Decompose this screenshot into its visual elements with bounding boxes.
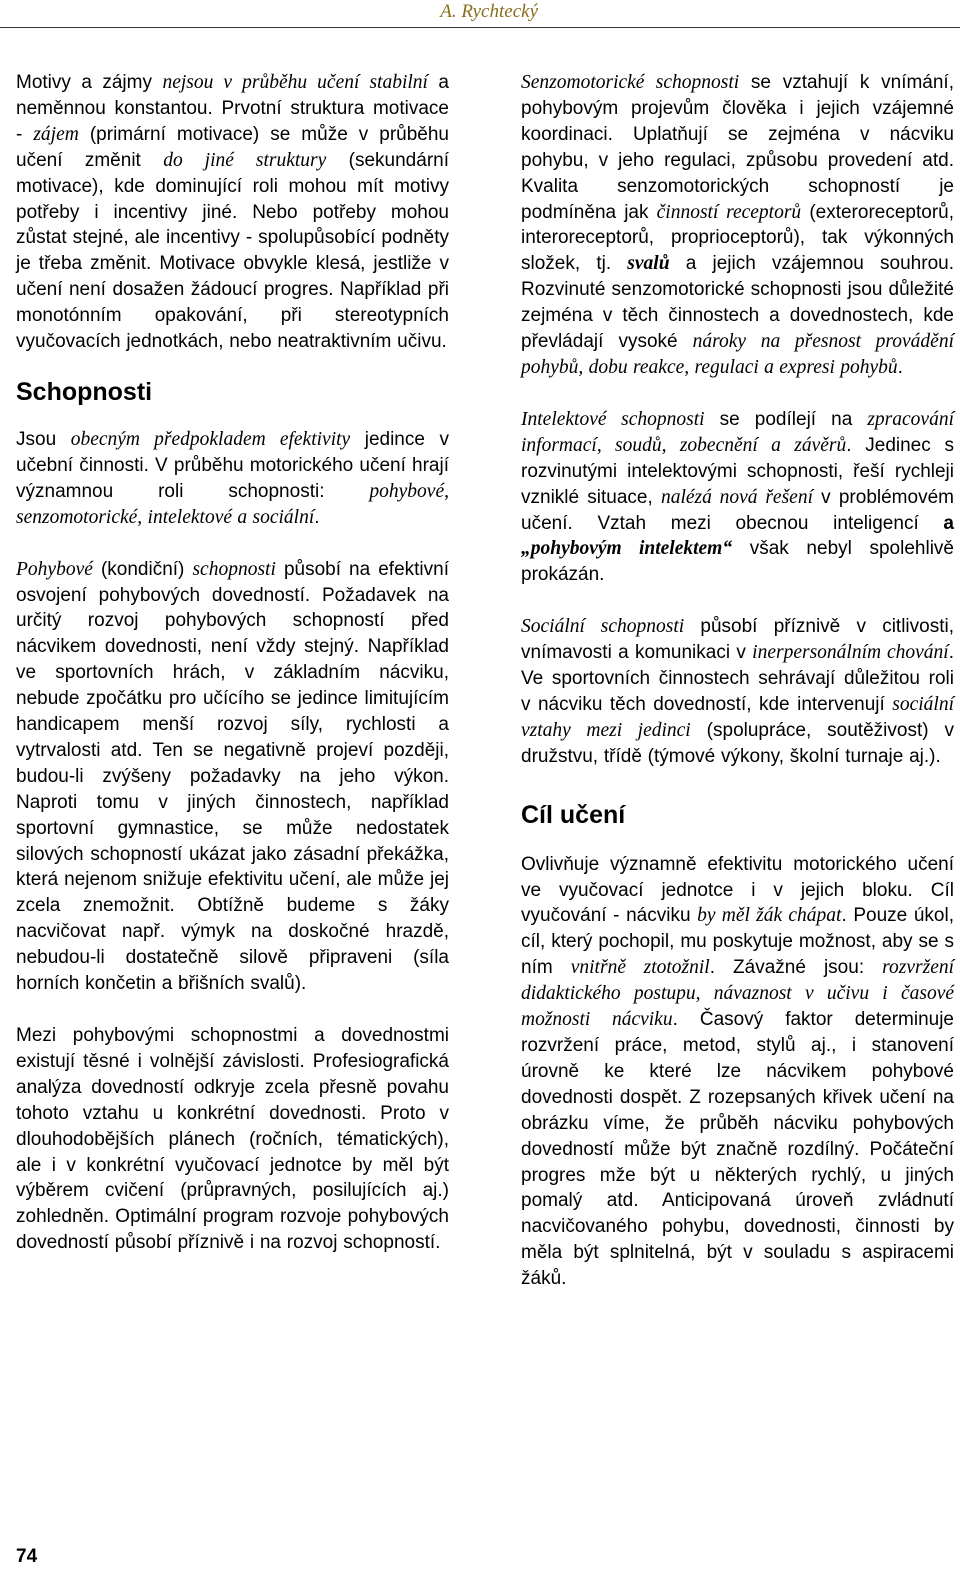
paragraph-learning-goal: Ovlivňuje významně efektivitu motorického učení ve vyučovací jednotce i v jejich bloku. Cíl vyučování - nácviku by měl žák chápat. Pouze úkol, cíl, který pochopil, mu poskytuje možnost, aby se s ním vnitřně ztotožnil. Závažné jsou: rozvržení didaktického postupu, návaznost v učivu i časové možnosti nácviku. Časový faktor determinuje rozvržení práce, metod, stylů aj., i stanovení úrovně ke které lze nácvikem pohybové dovednosti dospět. Z rozepsaných křivek učení na obrázku víme, že průběh nácviku pohybových dovedností může být značně rozdílný. Počáteční progres mže být u některých rychlý, u jiných pomalý atd. Anticipovaná úroveň zvládnutí nacvičovaného pohybu, dovednosti, činnosti by měla být splnitelná, být v souladu s aspiracemi žáků. <box>521 853 955 1290</box>
paragraph-abilities-intro: Jsou obecným předpokladem efektivity jedince v učební činnosti. V průběhu motorického učení hrají významnou roli schopnosti: pohybové, senzomotorické, intelektové a sociální. <box>16 428 449 528</box>
running-header-author: A. Rychtecký <box>440 1 538 22</box>
left-column <box>16 70 449 1256</box>
paragraph-movement-abilities: Pohybové (kondiční) schopnosti působí na efektivní osvojení pohybových dovedností. Požadavek na určitý rozvoj pohybových schopností před nácvikem dovednosti, není vždy stejný. Například ve sportovních hrách, v základním nácviku, nebude zpočátku pro učícího se jedince limitujícím handicapem menší rozvoj síly, rychlosti a vytrvalosti atd. Ten se negativně projeví později, budou-li zvýšeny požadavky na jeho výkon. Naproti tomu v jiných činnostech, například sportovní gymnastice, se může nedostatek silových schopností ukázat jako zásadní překážka, která nejenom snižuje efektivitu učení, ale může jej zcela znemožnit. Obtížně budeme s žáky nacvičovat např. výmyk na doskočné hrazdě, nebudou-li dostatečně silově připraveni (síla horních končetin a břišních svalů). <box>16 558 450 995</box>
paragraph-sensorimotor: Senzomotorické schopnosti se vztahují k vnímání, pohybovým projevům člověka i jejich vzájemné koordinaci. Uplatňují se zejména v nácviku pohybu, v jeho regulaci, způsobu provedení atd. Kvalita senzomotorických schopností je podmíněna jak činností receptorů (exteroreceptorů, interoreceptorů, proprioceptorů), tak výkonných složek, tj. svalů a jejich vzájemnou souhrou. Rozvinuté senzomotorické schopnosti jsou důležité zejména v těch činnostech a dovednostech, kde převládají vysoké nároky na přesnost provádění pohybů, dobu reakce, regulaci a expresi pohybů. <box>521 72 955 378</box>
page-number: 74 <box>16 1546 38 1567</box>
section-heading-schopnosti: Schopnosti <box>16 377 153 406</box>
paragraph-intellectual: Intelektové schopnosti se podílejí na zpracování informací, soudů, zobecnění a závěrů. Jedinec s rozvinutými intelektovými schopnosti, řeší rychleji vzniklé situace, nalézá nová řešení v problémovém učení. Vztah mezi obecnou inteligencí a „pohybovým intelektem“ však nebyl spolehlivě prokázán. <box>521 408 954 586</box>
right-column <box>521 70 954 1292</box>
header-rule <box>0 27 960 28</box>
paragraph-social: Sociální schopnosti působí příznivě v citlivosti, vnímavosti a komunikaci v inerpersonálním chování. Ve sportovních činnostech sehrávají důležitou roli v nácviku těch dovedností, kde intervenují sociální vztahy mezi jedinci (spolupráce, soutěživost) v družstvu, třídě (týmové výkony, školní turnaje aj.). <box>521 616 955 767</box>
paragraph-abilities-skills-relation: Mezi pohybovými schopnostmi a dovednostmi existují těsné i volnější závislosti. Profesiografická analýza dovedností odkryje zcela přesně povahu tohoto vztahu u konkrétní dovednosti. Proto v dlouhodobějších plánech (ročních, tématických), ale i v konkrétní vyučovací jednotce by měl být výběrem cvičení (průpravných, posilujících aj.) zohledněn. Optimální program rozvoje pohybových dovedností působí příznivě i na rozvoj schopností. <box>16 1025 449 1254</box>
paragraph-motivation: Motivy a zájmy nejsou v průběhu učení stabilní a neměnnou konstantou. Prvotní struktura motivace - zájem (primární motivace) se může v průběhu učení změnit do jiné struktury (sekundární motivace), kde dominující roli mohou mít motivy potřeby i incentivy jiné. Nebo potřeby mohou zůstat stejné, ale incentivy - spolupůsobící podněty je třeba změnit. Motivace obvykle klesá, jestliže v učení není dosažen žádoucí progres. Například při monotónním opakování, při stereotypních vyučovacích jednotkách, nebo neatraktivním učivu. <box>16 72 450 353</box>
section-heading-cil-uceni: Cíl učení <box>521 800 626 829</box>
